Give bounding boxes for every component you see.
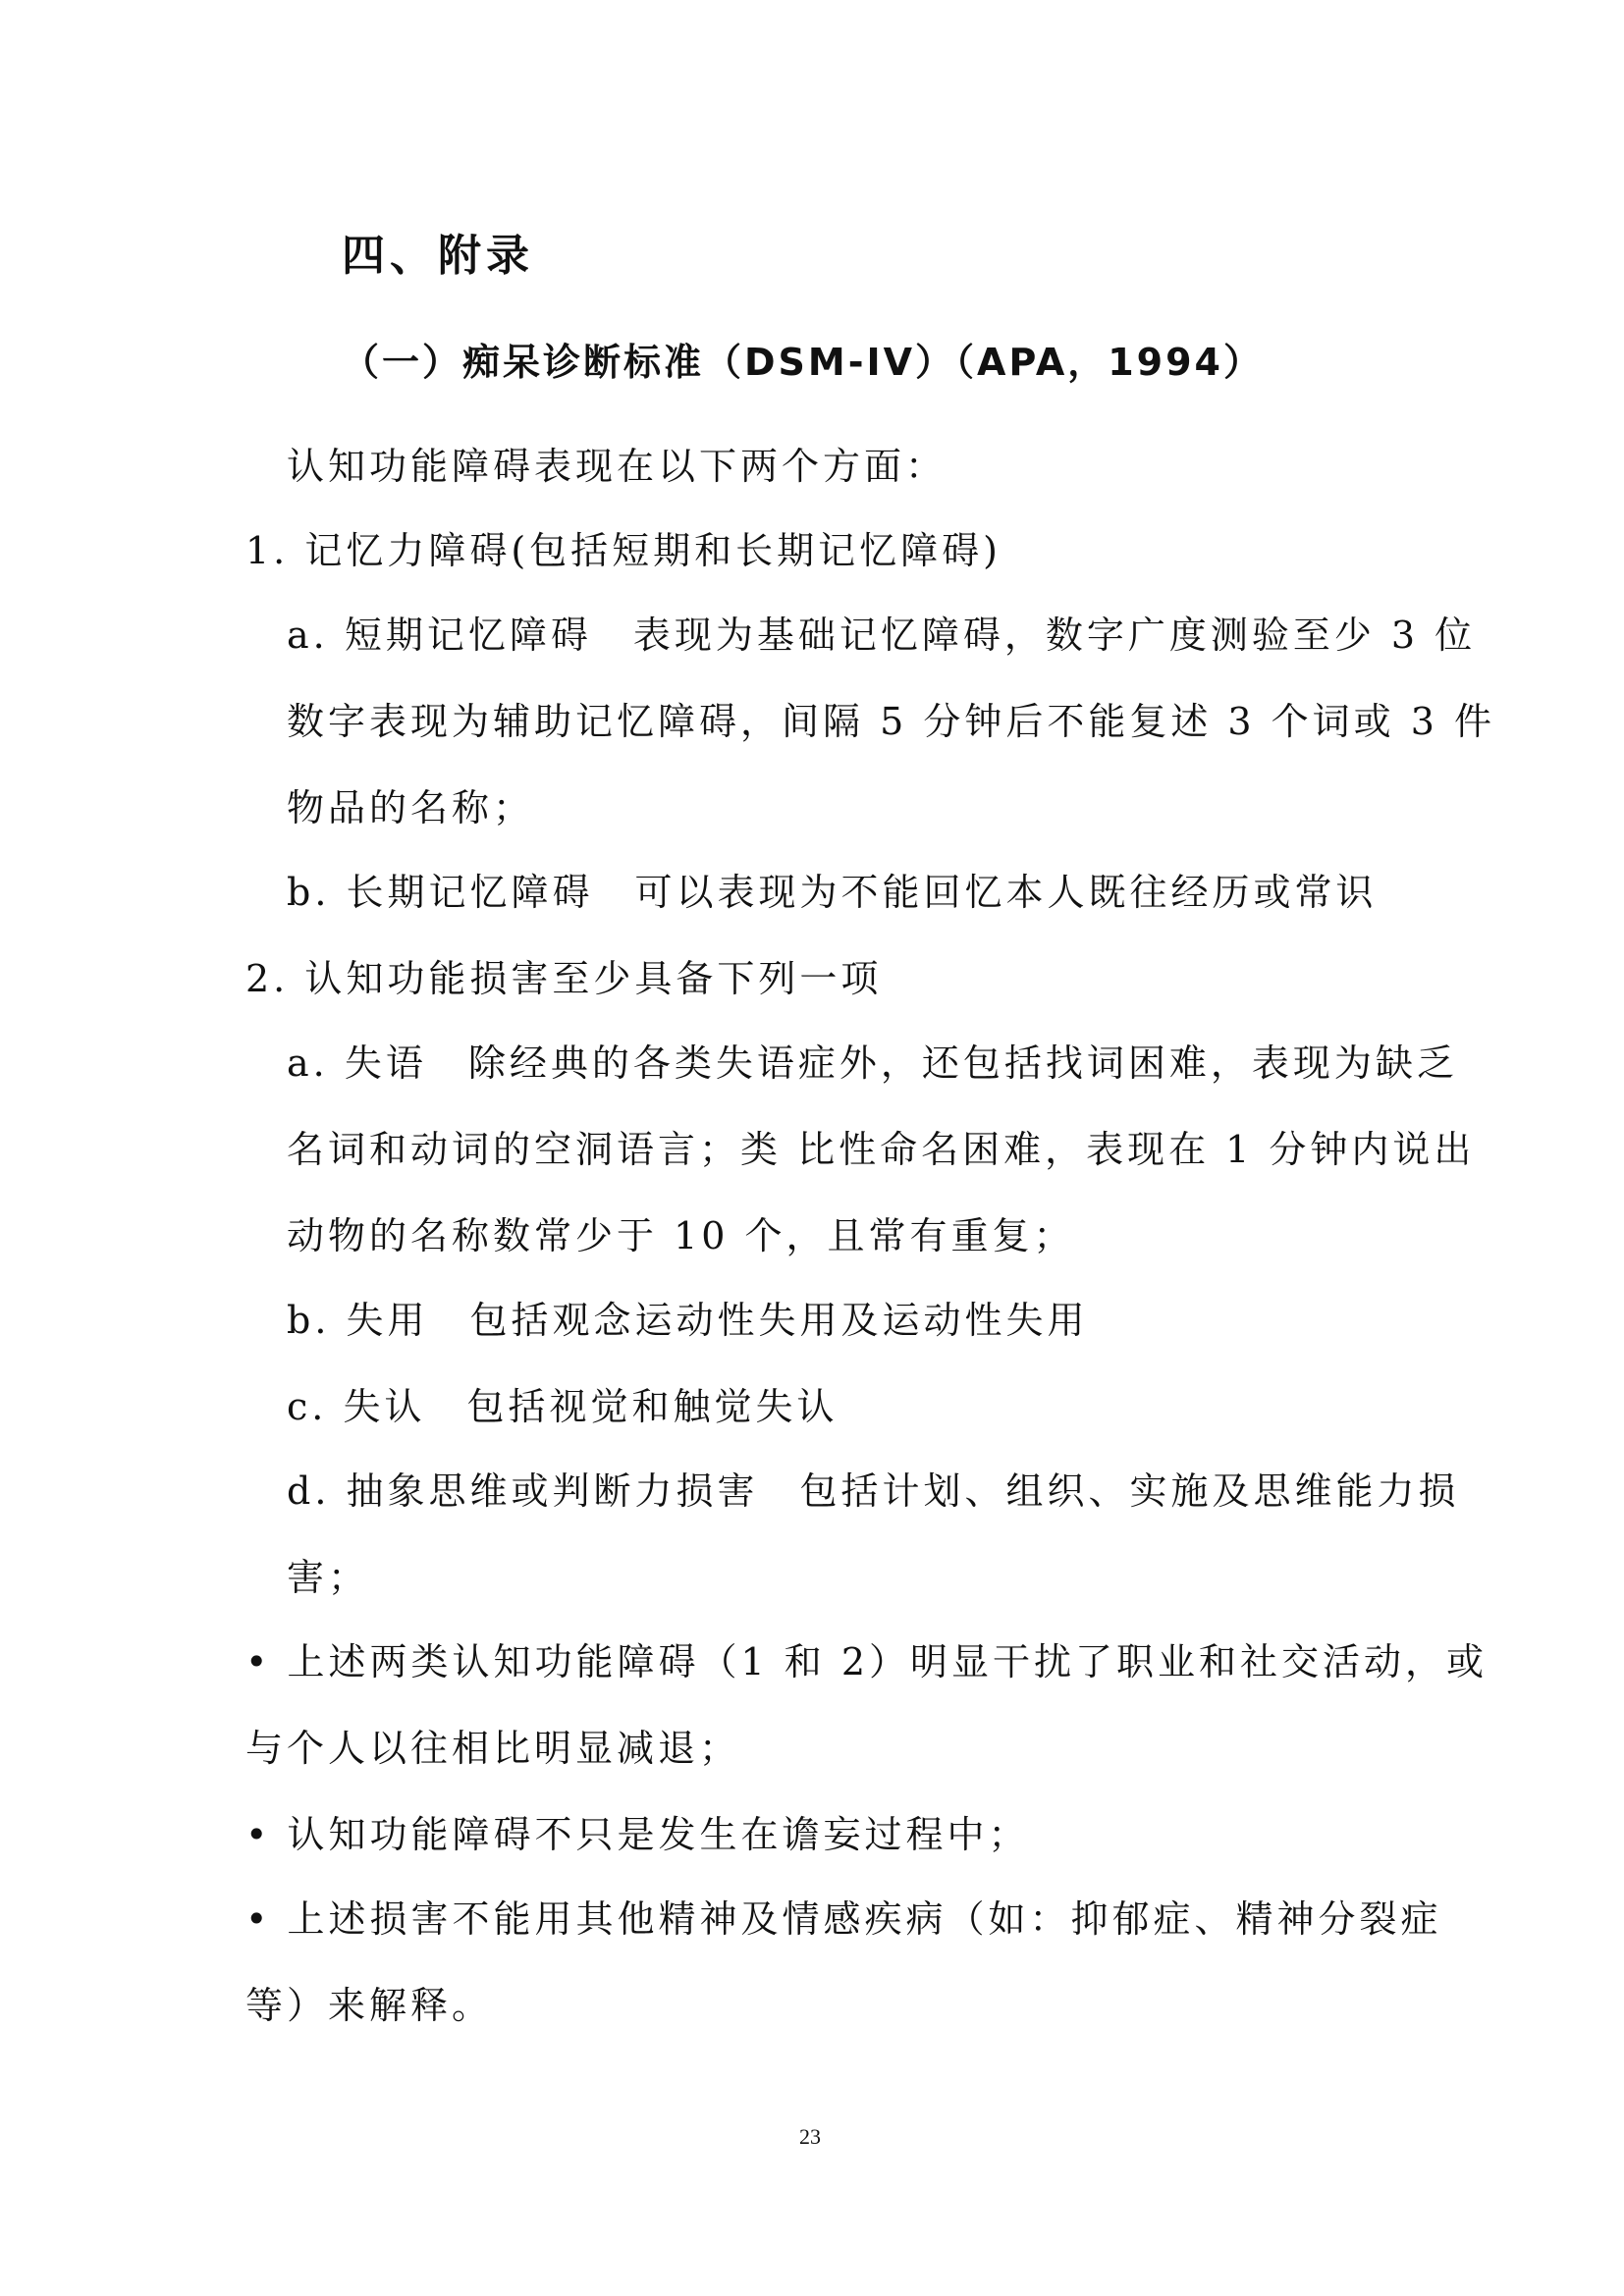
item2-a-line3: 动物的名称数常少于 10 个，且常有重复；: [287, 1214, 1075, 1257]
item2-heading: 2. 认知功能损害至少具备下列一项: [245, 957, 883, 1000]
subsection-title: （一）痴呆诊断标准（DSM-IV）（APA，1994）: [342, 341, 1264, 384]
item1-b-line1: b. 长期记忆障碍 可以表现为不能回忆本人既往经历或常识: [287, 871, 1378, 914]
item2-c-line1: c. 失认 包括视觉和触觉失认: [287, 1385, 839, 1428]
item1-a-line3: 物品的名称；: [287, 786, 535, 829]
item2-b-line1: b. 失用 包括观念运动性失用及运动性失用: [287, 1299, 1089, 1342]
intro-text: 认知功能障碍表现在以下两个方面：: [287, 445, 947, 488]
bullet1-line2: 与个人以往相比明显减退；: [245, 1727, 741, 1770]
item1-a-line1: a. 短期记忆障碍 表现为基础记忆障碍，数字广度测验至少 3 位: [287, 614, 1477, 657]
item2-a-line2: 名词和动词的空洞语言；类 比性命名困难，表现在 1 分钟内说出: [287, 1128, 1476, 1171]
item1-a-line2: 数字表现为辅助记忆障碍，间隔 5 分钟后不能复述 3 个词或 3 件: [287, 700, 1496, 743]
bullet1-line1: • 上述两类认知功能障碍（1 和 2）明显干扰了职业和社交活动，或: [245, 1640, 1489, 1683]
bullet3-line2: 等）来解释。: [245, 1984, 494, 2027]
item2-d-line2: 害；: [287, 1556, 370, 1599]
item2-d-line1: d. 抽象思维或判断力损害 包括计划、组织、实施及思维能力损: [287, 1469, 1460, 1513]
bullet3-line1: • 上述损害不能用其他精神及情感疾病（如：抑郁症、精神分裂症: [245, 1897, 1442, 1941]
section-title: 四、附录: [342, 231, 534, 281]
item1-heading: 1. 记忆力障碍(包括短期和长期记忆障碍): [245, 529, 1001, 572]
bullet2-line1: • 认知功能障碍不只是发生在谵妄过程中；: [245, 1813, 1030, 1856]
item2-a-line1: a. 失语 除经典的各类失语症外，还包括找词困难，表现为缺乏: [287, 1041, 1458, 1085]
page-number: 23: [799, 2124, 821, 2149]
